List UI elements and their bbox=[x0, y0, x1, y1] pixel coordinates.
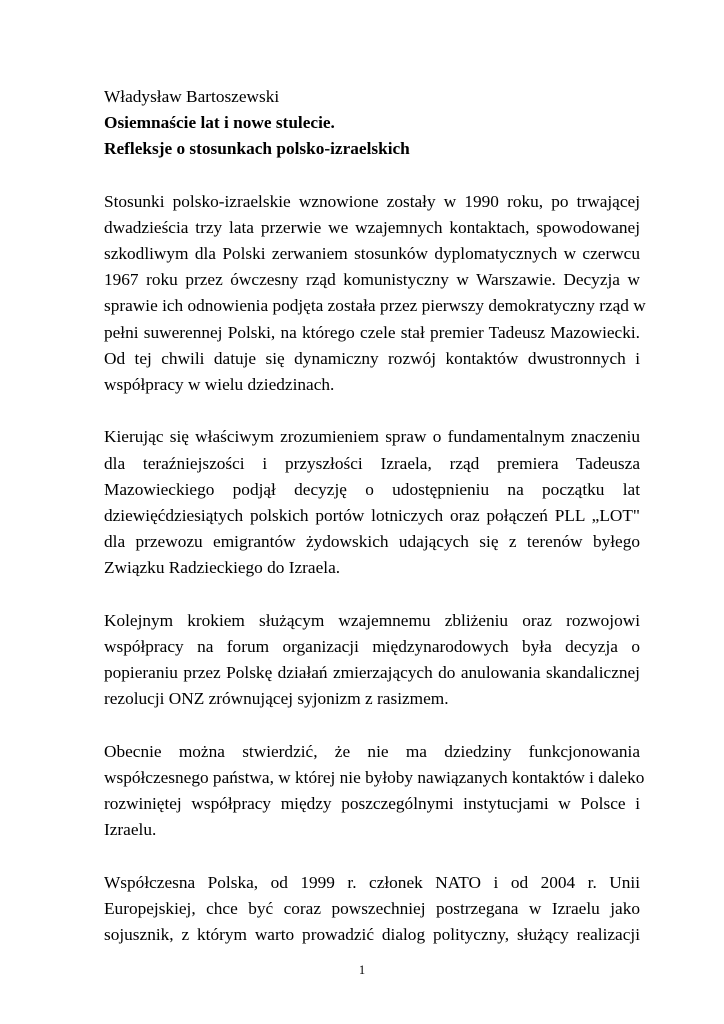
paragraph-line: Związku Radzieckiego do Izraela. bbox=[104, 558, 341, 578]
paragraph-line: popieraniu przez Polskę działań zmierzających do anulowania skandalicznej bbox=[104, 663, 640, 683]
paragraph-line: dla przewozu emigrantów żydowskich udających się z terenów byłego bbox=[104, 532, 640, 552]
title-line-1: Osiemnaście lat i nowe stulecie. bbox=[104, 113, 335, 133]
paragraph-line: Mazowieckiego podjął decyzję o udostępnieniu na początku lat bbox=[104, 479, 640, 499]
page-number: 1 bbox=[358, 963, 366, 977]
paragraph-line: dwadzieścia trzy lata przerwie we wzajemnych kontaktach, spowodowanej bbox=[104, 217, 640, 237]
paragraph-line: 1967 roku przez ówczesny rząd komunistyczny w Warszawie. Decyzja w bbox=[104, 270, 640, 290]
document-body bbox=[104, 84, 646, 975]
title-line-2: Refleksje o stosunkach polsko-izraelskich bbox=[104, 139, 410, 159]
paragraph-line: współpracy na forum organizacji międzynarodowych była decyzja o bbox=[104, 637, 640, 657]
paragraph-line: Kierując się właściwym zrozumieniem spraw o fundamentalnym znaczeniu bbox=[104, 427, 640, 447]
paragraph-line: sojusznik, z którym warto prowadzić dialog polityczny, służący realizacji bbox=[104, 925, 640, 945]
paragraph-line: Od tej chwili datuje się dynamiczny rozwój kontaktów dwustronnych i bbox=[104, 348, 640, 368]
paragraph-line: współczesnego państwa, w której nie byłoby nawiązanych kontaktów i daleko bbox=[104, 768, 645, 788]
paragraph-5 bbox=[104, 870, 640, 949]
paragraph-4 bbox=[104, 739, 645, 844]
paragraph-line: rezolucji ONZ zrównującej syjonizm z rasizmem. bbox=[104, 689, 449, 709]
paragraph-line: dziewięćdziesiątych polskich portów lotniczych oraz połączeń PLL „LOT" bbox=[104, 506, 640, 526]
paragraph-line: Współczesna Polska, od 1999 r. członek NATO i od 2004 r. Unii bbox=[104, 872, 640, 892]
document-heading bbox=[104, 84, 640, 163]
paragraph-line: Kolejnym krokiem służącym wzajemnemu zbliżeniu oraz rozwojowi bbox=[104, 610, 640, 630]
paragraph-line: szkodliwym dla Polski zerwaniem stosunków dyplomatycznych w czerwcu bbox=[104, 244, 640, 264]
paragraph-line: Stosunki polsko-izraelskie wznowione zostały w 1990 roku, po trwającej bbox=[104, 191, 640, 211]
paragraph-line: Europejskiej, chce być coraz powszechniej postrzegana w Izraelu jako bbox=[104, 899, 640, 919]
paragraph-line: dla teraźniejszości i przyszłości Izraela, rząd premiera Tadeusza bbox=[104, 453, 640, 473]
paragraph-line: rozwiniętej współpracy między poszczególnymi instytucjami w Polsce i bbox=[104, 794, 640, 814]
paragraph-3 bbox=[104, 608, 640, 713]
paragraph-line: współpracy w wielu dziedzinach. bbox=[104, 375, 335, 395]
paragraph-2 bbox=[104, 424, 640, 581]
paragraph-line: Izraelu. bbox=[104, 820, 157, 840]
paragraph-line: pełni suwerennej Polski, na którego czele stał premier Tadeusz Mazowiecki. bbox=[104, 322, 640, 342]
paragraph-line: Obecnie można stwierdzić, że nie ma dziedziny funkcjonowania bbox=[104, 741, 640, 761]
paragraph-1 bbox=[104, 189, 646, 399]
author-name: Władysław Bartoszewski bbox=[104, 87, 280, 106]
paragraph-line: sprawie ich odnowienia podjęta została przez pierwszy demokratyczny rząd w bbox=[104, 296, 646, 316]
